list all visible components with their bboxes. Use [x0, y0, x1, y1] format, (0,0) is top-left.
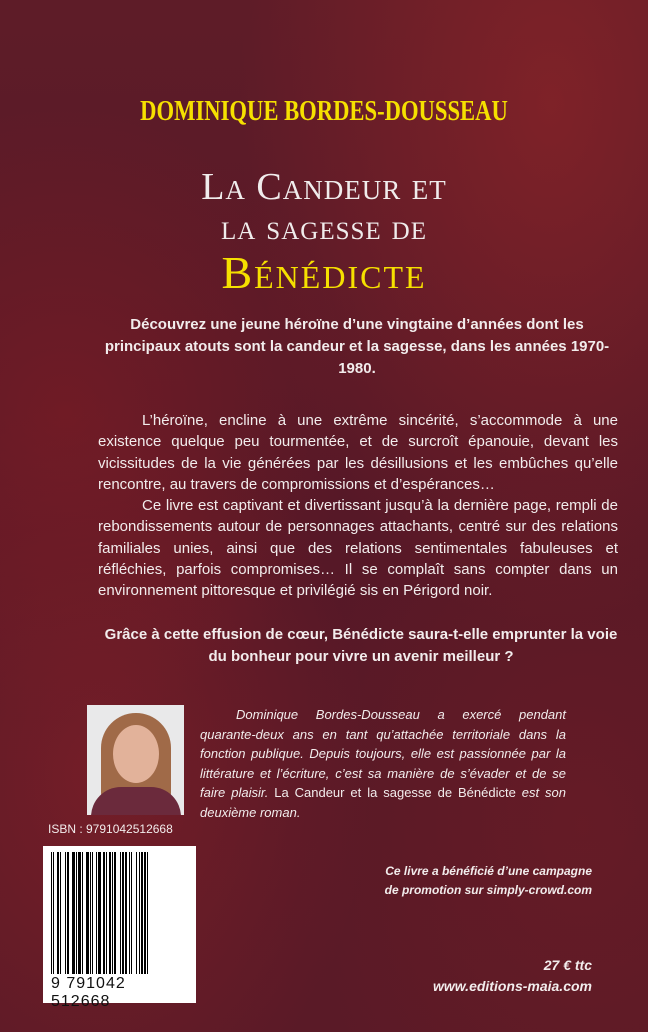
closing-question: Grâce à cette effusion de cœur, Bénédicte saura-t-elle emprunter la voie du bonheur pour vivre un avenir meilleur ?: [104, 626, 618, 665]
intro-text: Découvrez une jeune héroïne d’une vingtaine d’années dont les principaux atouts sont la candeur et la sagesse, dans les années 1970-1980.: [104, 316, 610, 377]
promo-line-2: de promotion sur simply-crowd.com: [384, 883, 592, 897]
synopsis-paragraph: Ce livre est captivant et divertissant jusqu’à la dernière page, rempli de rebondissements autour de personnages attachants, centré sur des relations familiales unies, ainsi que des relations sentimentales fabuleuses et réfléchies, parfois compromises… Il se complaît sans compter dans un environnement pittoresque et privilégié sis en Périgord noir.: [98, 497, 618, 600]
bio-text: Dominique Bordes-Dousseau a exercé pendant quarante-deux ans en tant qu’attachée territoriale dans la fonction publique. Depuis toujours, elle est passionnée par la littérature et l’écriture, c’est sa manière de s’évader et de se faire plaisir.: [200, 707, 566, 800]
synopsis-paragraph: L’héroïne, encline à une extrême sincérité, s’accommode à une existence quelque peu tourmentée, et de surcroît épanouie, devant les vicissitudes de la vie générées par les désillusions et les embûches qu’elle rencontre, au travers de compromissions et d’espérances…: [98, 412, 618, 493]
title-line-3: Bénédicte: [221, 247, 427, 298]
author-name: DOMINIQUE BORDES-DOUSSEAU: [140, 95, 508, 127]
title-line-1: La Candeur et: [201, 166, 447, 208]
promo-note: [385, 862, 592, 900]
synopsis: [98, 410, 618, 602]
author-photo: [87, 705, 184, 815]
price: 27 € ttc: [543, 957, 592, 973]
publisher-website: www.editions-maia.com: [433, 978, 592, 994]
barcode-number: 9 791042 512668: [51, 975, 126, 1010]
author-bio: [200, 705, 566, 822]
barcode-bars: [51, 852, 188, 974]
title-line-2: la sagesse de: [220, 207, 427, 247]
barcode: [43, 846, 196, 1010]
bio-book-title: La Candeur et la sagesse de Bénédicte: [274, 785, 516, 800]
isbn-label: ISBN : 9791042512668: [48, 822, 173, 836]
bio-text-end: est son deuxième roman.: [200, 785, 566, 820]
promo-line-1: Ce livre a bénéficié d’une campagne: [385, 864, 592, 878]
price-block: [433, 955, 592, 997]
